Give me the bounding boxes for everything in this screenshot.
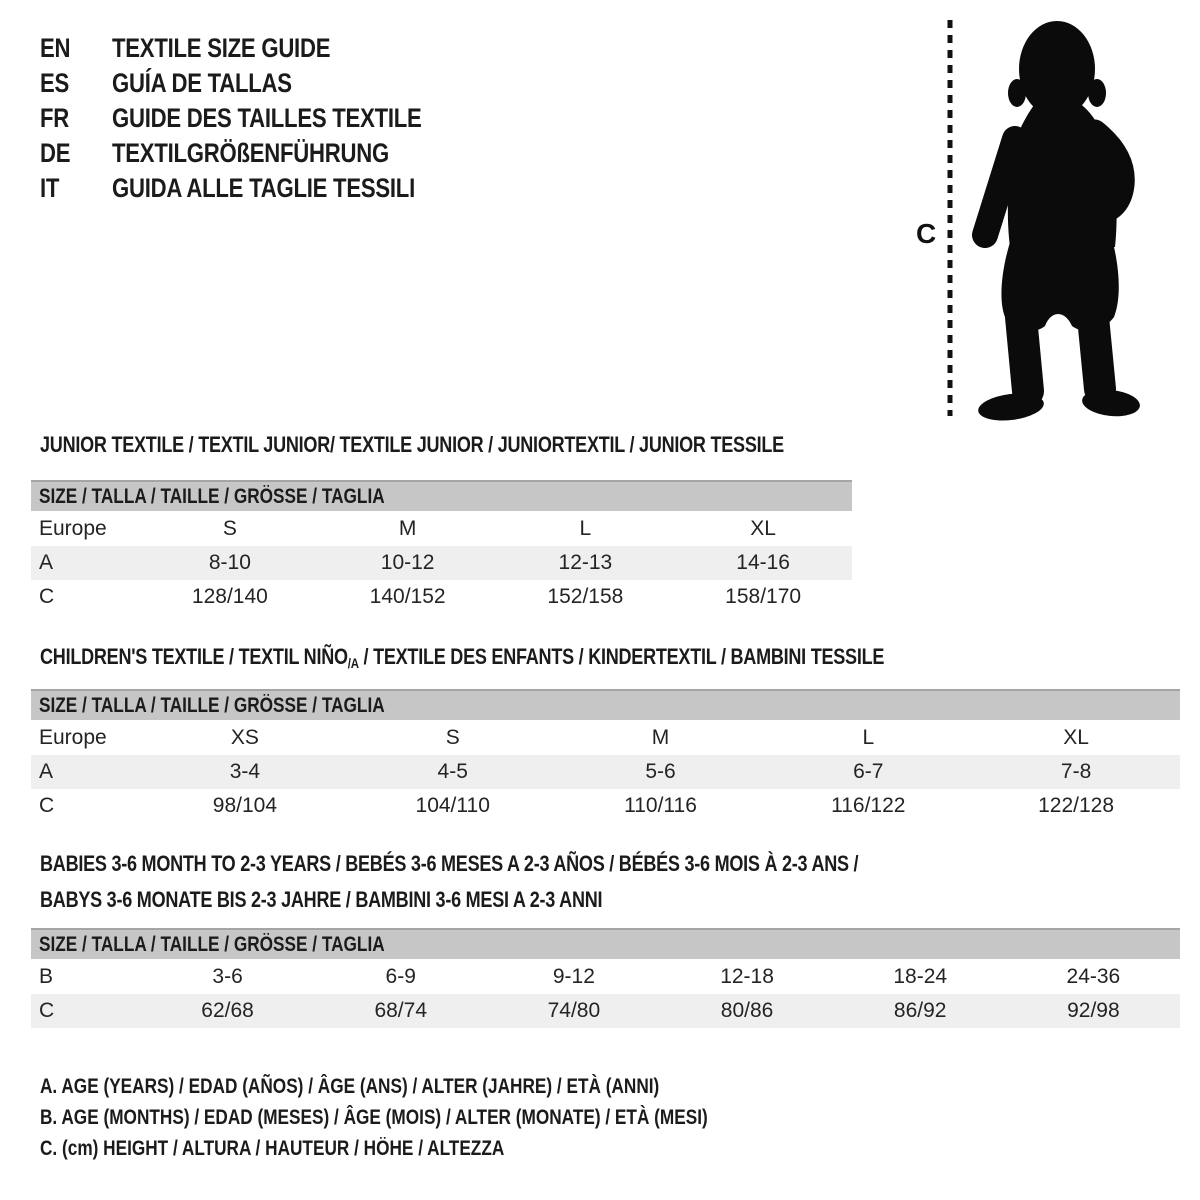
size-value: 152/158: [547, 585, 624, 608]
guide-title: GUIDE DES TAILLES TEXTILE: [112, 103, 422, 133]
row-label: Europe: [39, 725, 107, 749]
junior-size-table: [31, 511, 852, 614]
size-value: 74/80: [547, 999, 601, 1022]
size-band-babies: [31, 928, 1180, 959]
children-size-table: [31, 720, 1180, 823]
row-label: C: [39, 999, 55, 1022]
size-value: 6-9: [385, 964, 416, 988]
language-row: [40, 66, 490, 101]
size-value: 12-18: [720, 964, 774, 988]
size-value: 122/128: [1038, 794, 1115, 817]
guide-title: GUÍA DE TALLAS: [112, 68, 292, 98]
size-value: 62/68: [201, 999, 254, 1022]
size-value: L: [862, 725, 875, 749]
size-value: 18-24: [893, 964, 948, 988]
language-code: IT: [40, 173, 60, 203]
height-measure-label: C: [916, 218, 937, 249]
guide-title: TEXTILGRÖßENFÜHRUNG: [112, 138, 389, 168]
size-value: 8-10: [208, 551, 251, 574]
table-row-age-months: [31, 959, 1180, 994]
footnotes: [40, 1071, 854, 1164]
size-value: 92/98: [1067, 999, 1120, 1022]
size-band-label: SIZE / TALLA / TAILLE / GRÖSSE / TAGLIA: [39, 693, 385, 717]
size-value: 98/104: [212, 794, 278, 817]
guide-title: TEXTILE SIZE GUIDE: [112, 33, 331, 63]
size-value: M: [398, 516, 417, 540]
size-value: M: [651, 725, 670, 749]
size-value: L: [579, 516, 592, 540]
size-value: 24-36: [1066, 964, 1121, 988]
language-code: FR: [40, 103, 70, 133]
babies-size-table: [31, 959, 1180, 1028]
size-value: 116/122: [831, 794, 906, 817]
size-value: 68/74: [374, 999, 428, 1022]
table-row-height: [31, 580, 852, 614]
babies-section-title-line2: BABYS 3-6 MONATE BIS 2-3 JAHRE / BAMBINI 3-6 MESI A 2-3 ANNI: [40, 887, 603, 912]
size-value: 128/140: [191, 585, 268, 608]
guide-title: GUIDA ALLE TAGLIE TESSILI: [112, 173, 415, 203]
size-value: 110/116: [624, 794, 697, 817]
size-value: XL: [1063, 725, 1089, 749]
row-label: B: [39, 964, 54, 988]
language-code: ES: [40, 68, 70, 98]
size-band-junior: [31, 480, 852, 511]
language-row: [40, 171, 490, 206]
language-row: [40, 136, 490, 171]
size-value: 80/86: [720, 999, 774, 1022]
height-measure-figure: [900, 4, 1160, 424]
size-value: S: [445, 725, 460, 749]
footnote-b: B. AGE (MONTHS) / EDAD (MESES) / ÂGE (MOIS) / ALTER (MONATE) / ETÀ (MESI): [40, 1106, 708, 1129]
toddler-silhouette-icon: [977, 21, 1142, 424]
size-band-label: SIZE / TALLA / TAILLE / GRÖSSE / TAGLIA: [39, 932, 385, 956]
table-row-age-years: [31, 546, 852, 580]
language-row: [40, 101, 490, 136]
language-code: DE: [40, 138, 71, 168]
children-section-title: CHILDREN'S TEXTILE / TEXTIL $NIÑO_{/A}$ / TEXTILE DES ENFANTS / KINDERTEXTIL / BAMBINI TESSILE: [40, 644, 885, 671]
row-label: A: [39, 760, 54, 783]
babies-textile-section: [31, 846, 1180, 1028]
size-value: 14-16: [736, 551, 790, 574]
size-value: 7-8: [1060, 760, 1092, 783]
size-value: 158/170: [725, 585, 802, 608]
size-value: 3-6: [212, 964, 243, 988]
size-value: 10-12: [380, 551, 435, 574]
junior-textile-section: [31, 433, 852, 615]
size-value: XS: [230, 725, 259, 749]
size-band-label: SIZE / TALLA / TAILLE / GRÖSSE / TAGLIA: [39, 484, 385, 508]
size-value: 4-5: [437, 760, 468, 783]
footnote-c: C. (cm) HEIGHT / ALTURA / HAUTEUR / HÖHE / ALTEZZA: [40, 1137, 505, 1160]
children-textile-section: [31, 645, 1180, 823]
row-label: C: [39, 794, 55, 817]
language-code: EN: [40, 33, 71, 63]
language-row: [40, 31, 490, 66]
size-value: XL: [750, 516, 776, 540]
size-value: 5-6: [645, 760, 676, 783]
table-row-age-years: [31, 755, 1180, 789]
size-value: S: [222, 516, 237, 540]
table-row-height: [31, 994, 1180, 1028]
nino-a-subscript: /A: [347, 655, 359, 671]
size-value: 6-7: [853, 760, 884, 783]
size-band-children: [31, 689, 1180, 720]
size-value: 86/92: [893, 999, 947, 1022]
footnote-a: A. AGE (YEARS) / EDAD (AÑOS) / ÂGE (ANS) / ALTER (JAHRE) / ETÀ (ANNI): [40, 1075, 660, 1098]
junior-section-title: JUNIOR TEXTILE / TEXTIL JUNIOR/ TEXTILE JUNIOR / JUNIORTEXTIL / JUNIOR TESSILE: [40, 432, 784, 457]
size-value: 9-12: [552, 964, 595, 988]
size-value: 104/110: [415, 794, 490, 817]
size-value: 12-13: [558, 551, 613, 574]
size-value: 140/152: [369, 585, 446, 608]
size-value: 3-4: [229, 760, 261, 783]
row-label: A: [39, 551, 54, 574]
row-label: C: [39, 585, 55, 608]
table-row-europe: [31, 511, 852, 546]
table-row-europe: [31, 720, 1180, 755]
table-row-height: [31, 789, 1180, 823]
babies-section-title-line1: BABIES 3-6 MONTH TO 2-3 YEARS / BEBÉS 3-6 MESES A 2-3 AÑOS / BÉBÉS 3-6 MOIS À 2-3 ANS /: [40, 851, 859, 876]
language-header: [40, 31, 490, 206]
row-label: Europe: [39, 516, 107, 540]
